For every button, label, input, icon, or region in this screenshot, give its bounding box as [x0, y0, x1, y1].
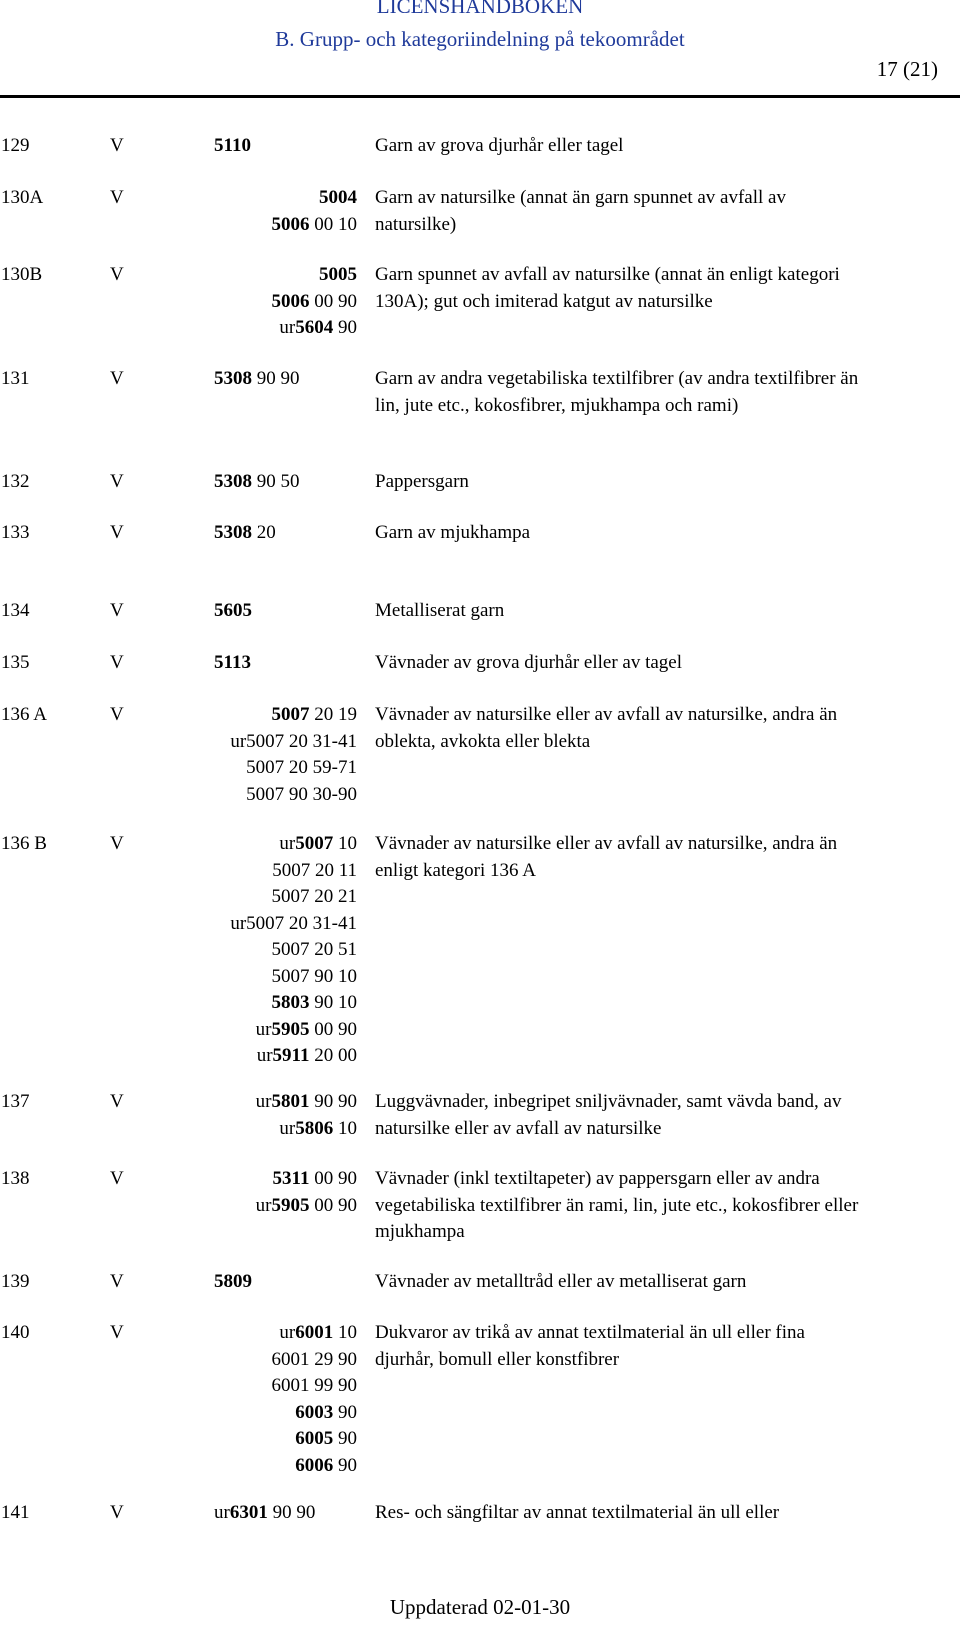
cn-code-suffix: 20 19	[309, 704, 357, 725]
category-description: Dukvaror av trikå av annat textilmaterial än ull eller fina djurhår, bomull eller konstfibrer	[375, 1322, 805, 1370]
cn-code-prefix: 6001 29 90	[271, 1348, 357, 1370]
category-flag: V	[110, 1502, 124, 1523]
footer-updated-date: Uppdaterad 02-01-30	[389, 1595, 571, 1619]
category-number: 136 A	[1, 704, 47, 725]
cn-code-prefix: ur	[279, 833, 296, 854]
cn-code	[197, 262, 357, 289]
cn-code	[197, 884, 357, 911]
cn-code-suffix: 90	[333, 1454, 357, 1476]
category-description: Vävnader (inkl textiltapeter) av pappersgarn eller av andra vegetabiliska textilfibrer än rami, lin, jute etc., kokosfibrer eller mjukhampa	[375, 1168, 859, 1242]
cn-code	[197, 782, 357, 809]
cn-code-suffix: 90	[333, 317, 357, 338]
category-description: Vävnader av grova djurhår eller av tagel	[375, 652, 683, 673]
cn-code	[214, 1269, 374, 1296]
cn-codes	[214, 598, 374, 625]
cn-code-suffix: 00 90	[309, 1194, 357, 1216]
cn-code-heading: 5110	[214, 135, 251, 156]
cn-code	[214, 133, 374, 160]
category-flag: V	[110, 704, 124, 725]
cn-code-prefix: 5007 20 51	[271, 939, 357, 960]
cn-code-heading: 5905	[271, 1194, 310, 1216]
cn-code	[197, 702, 357, 729]
cn-codes	[214, 650, 374, 677]
cn-code-suffix: 90 10	[309, 992, 357, 1013]
cn-code-heading: 5004	[319, 187, 357, 208]
cn-code-prefix: ur5007 20 31-41	[230, 730, 357, 752]
cn-code-heading: 5308	[214, 368, 252, 389]
document-subtitle: B. Grupp- och kategoriindelning på tekoområdet	[275, 27, 685, 51]
cn-code-heading: 5007	[271, 704, 310, 725]
cn-code	[197, 1089, 357, 1116]
cn-code	[197, 1166, 357, 1193]
cn-code	[197, 185, 357, 212]
category-number: 133	[1, 522, 30, 543]
cn-code-prefix: ur	[279, 1322, 296, 1343]
category-flag: V	[110, 833, 124, 854]
cn-code	[197, 315, 357, 342]
cn-code-suffix: 10	[333, 833, 357, 854]
cn-code-suffix: 90	[333, 1401, 357, 1423]
cn-codes	[214, 520, 374, 547]
cn-code	[197, 1116, 357, 1143]
category-flag: V	[110, 600, 124, 621]
cn-code-suffix: 00 10	[309, 213, 357, 235]
category-description: Luggvävnader, inbegripet sniljvävnader, samt vävda band, av natursilke eller av avfall av natursilke	[375, 1091, 842, 1139]
cn-code-heading: 5806	[295, 1117, 334, 1139]
cn-code	[214, 469, 374, 496]
cn-code-heading: 5911	[272, 1045, 310, 1066]
cn-code-heading: 5809	[214, 1271, 252, 1292]
category-flag: V	[110, 522, 124, 543]
category-flag: V	[110, 187, 124, 208]
category-description: Metalliserat garn	[375, 600, 505, 621]
cn-code	[197, 1193, 357, 1220]
cn-code	[214, 1500, 374, 1527]
cn-code-prefix: 5007 20 59-71	[246, 757, 357, 778]
category-flag: V	[110, 1091, 124, 1112]
category-flag: V	[110, 1271, 124, 1292]
category-description: Res- och sängfiltar av annat textilmaterial än ull eller	[375, 1502, 780, 1523]
cn-code-suffix: 10	[333, 1322, 357, 1343]
cn-code	[197, 1426, 357, 1453]
cn-code	[197, 937, 357, 964]
cn-code-suffix: 00 90	[309, 290, 357, 312]
cn-code-suffix: 90 90	[252, 368, 300, 389]
cn-code	[197, 212, 357, 239]
cn-code-prefix: 5007 90 30-90	[246, 783, 357, 805]
cn-code-suffix: 90 90	[267, 1502, 316, 1523]
cn-code	[214, 366, 374, 393]
category-number: 132	[1, 471, 30, 492]
category-number: 137	[1, 1091, 30, 1112]
category-description: Vävnader av metalltråd eller av metalliserat garn	[375, 1271, 747, 1292]
cn-code-suffix: 90	[333, 1428, 357, 1449]
page-number: 17 (21)	[876, 57, 938, 81]
category-number: 138	[1, 1168, 30, 1189]
cn-code	[197, 1043, 357, 1070]
cn-code	[197, 1347, 357, 1374]
cn-code-heading: 5605	[214, 600, 252, 621]
cn-code-heading: 5005	[319, 264, 357, 285]
cn-code-prefix: 5007 20 11	[272, 859, 357, 881]
cn-code	[214, 650, 374, 677]
cn-code-prefix: ur	[279, 317, 296, 338]
cn-code	[214, 520, 374, 547]
category-flag: V	[110, 652, 124, 673]
category-description: Garn spunnet av avfall av natursilke (annat än enligt kategori 130A); gut och imiterad katgut av natursilke	[375, 264, 840, 312]
category-number: 130A	[1, 187, 44, 208]
cn-code-prefix: ur5007 20 31-41	[230, 912, 357, 934]
cn-code-heading: 6005	[295, 1428, 334, 1449]
cn-codes	[214, 133, 374, 160]
cn-code-prefix: ur	[255, 1194, 272, 1216]
cn-code	[197, 1400, 357, 1427]
cn-code	[197, 755, 357, 782]
category-description: Garn av natursilke (annat än garn spunnet av avfall av natursilke)	[375, 187, 786, 235]
cn-code	[197, 858, 357, 885]
cn-code-heading: 6301	[229, 1502, 268, 1523]
cn-code-prefix: 6001 99 90	[271, 1375, 357, 1396]
cn-codes	[197, 262, 357, 342]
category-description: Garn av grova djurhår eller tagel	[375, 135, 624, 156]
cn-code-suffix: 20 00	[309, 1045, 357, 1066]
category-description: Pappersgarn	[375, 471, 469, 492]
category-number: 136 B	[1, 833, 47, 854]
category-number: 131	[1, 368, 30, 389]
cn-code-heading: 5308	[214, 522, 252, 543]
cn-code-heading: 5604	[295, 317, 334, 338]
category-flag: V	[110, 368, 124, 389]
cn-code-prefix: ur	[214, 1502, 230, 1523]
category-description: Vävnader av natursilke eller av avfall av natursilke, andra än oblekta, avkokta eller blekta	[375, 704, 838, 752]
cn-code-heading: 5308	[214, 471, 252, 492]
category-number: 139	[1, 1271, 30, 1292]
cn-code	[197, 1017, 357, 1044]
cn-code-suffix: 20	[252, 522, 276, 543]
cn-codes	[197, 1166, 357, 1219]
cn-code-heading: 5007	[295, 833, 334, 854]
cn-code-prefix: 5007 20 21	[271, 886, 357, 907]
cn-code-suffix: 00 90	[309, 1168, 357, 1189]
category-number: 135	[1, 652, 30, 673]
cn-code	[197, 990, 357, 1017]
category-description: Vävnader av natursilke eller av avfall av natursilke, andra än enligt kategori 136 A	[375, 833, 838, 881]
cn-code-prefix: ur	[256, 1045, 273, 1066]
cn-codes	[197, 1320, 357, 1479]
category-number: 134	[1, 600, 30, 621]
cn-codes	[197, 702, 357, 808]
cn-codes	[214, 366, 374, 393]
cn-code	[197, 1373, 357, 1400]
category-flag: V	[110, 135, 124, 156]
cn-code-heading: 5803	[271, 992, 310, 1013]
category-number: 130B	[1, 264, 43, 285]
cn-code-prefix: ur	[255, 1018, 272, 1040]
category-number: 140	[1, 1322, 30, 1343]
category-flag: V	[110, 1168, 124, 1189]
cn-code	[197, 1320, 357, 1347]
cn-code-prefix: ur	[255, 1091, 272, 1112]
cn-codes	[214, 469, 374, 496]
cn-code-suffix: 90 50	[252, 471, 300, 492]
cn-code	[197, 289, 357, 316]
cn-codes	[197, 1089, 357, 1142]
category-description: Garn av mjukhampa	[375, 522, 531, 543]
cn-code-suffix: 10	[333, 1117, 357, 1139]
category-number: 129	[1, 135, 30, 156]
category-number: 141	[1, 1502, 30, 1523]
cn-code	[197, 831, 357, 858]
cn-codes	[197, 831, 357, 1070]
cn-code	[197, 964, 357, 991]
cn-code	[197, 729, 357, 756]
cn-code-prefix: 5007 90 10	[271, 965, 357, 987]
category-flag: V	[110, 471, 124, 492]
cn-code-prefix: ur	[279, 1117, 296, 1139]
category-flag: V	[110, 1322, 124, 1343]
cn-codes	[214, 1269, 374, 1296]
cn-code-heading: 5113	[214, 652, 251, 673]
document-title: LICENSHANDBOKEN	[376, 0, 584, 18]
cn-code-heading: 6006	[295, 1454, 334, 1476]
category-flag: V	[110, 264, 124, 285]
cn-code	[197, 1453, 357, 1480]
cn-code-heading: 5311	[272, 1168, 310, 1189]
cn-codes	[197, 185, 357, 238]
cn-code-suffix: 00 90	[309, 1018, 357, 1040]
cn-code-heading: 6003	[295, 1401, 334, 1423]
cn-code-heading: 5006	[271, 213, 310, 235]
cn-code-heading: 5905	[271, 1018, 310, 1040]
cn-code-heading: 5801	[271, 1091, 310, 1112]
cn-code	[214, 598, 374, 625]
header-divider	[0, 95, 960, 98]
cn-codes	[214, 1500, 374, 1527]
cn-code-heading: 6001	[295, 1322, 334, 1343]
cn-code-suffix: 90 90	[309, 1091, 357, 1112]
cn-code	[197, 911, 357, 938]
category-description: Garn av andra vegetabiliska textilfibrer (av andra textilfibrer än lin, jute etc., kokosfibrer, mjukhampa och rami)	[375, 368, 859, 416]
cn-code-heading: 5006	[271, 290, 310, 312]
